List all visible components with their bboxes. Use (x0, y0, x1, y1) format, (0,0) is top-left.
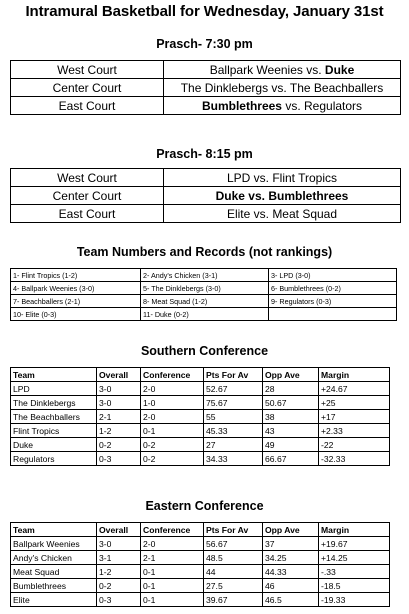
standings-cell: 1-0 (141, 396, 204, 410)
team-entry: 9- Regulators (0-3) (269, 295, 397, 308)
column-header: Margin (319, 368, 390, 382)
standings-cell: Meat Squad (11, 565, 97, 579)
game-row (11, 205, 401, 223)
standings-row (11, 579, 390, 593)
standings-cell: 0-2 (97, 579, 141, 593)
standings-cell: Regulators (11, 452, 97, 466)
standings-cell: 3-0 (97, 382, 141, 396)
standings-cell: 2-0 (141, 410, 204, 424)
team-entry (269, 308, 397, 321)
court-name: Center Court (11, 187, 164, 205)
column-header: Overall (97, 368, 141, 382)
standings-cell: +25 (319, 396, 390, 410)
standings-cell: 50.67 (263, 396, 319, 410)
column-header: Pts For Av (204, 368, 263, 382)
team-entry: 8- Meat Squad (1-2) (141, 295, 269, 308)
standings-cell: 34.33 (204, 452, 263, 466)
standings-cell: 75.67 (204, 396, 263, 410)
vs-label: vs. (268, 80, 290, 95)
standings-cell: 1-2 (97, 565, 141, 579)
standings-cell: 2-0 (141, 537, 204, 551)
standings-cell: 0-2 (141, 452, 204, 466)
standings-cell: 46.5 (263, 593, 319, 607)
team-entry: 7- Beachballers (2-1) (11, 295, 141, 308)
home-team: Duke (215, 188, 245, 203)
standings-cell: 27 (204, 438, 263, 452)
standings-cell: 48.5 (204, 551, 263, 565)
home-team: Bumblethrees (201, 98, 282, 113)
court-name: East Court (11, 205, 164, 223)
away-team: Meat Squad (272, 206, 338, 221)
standings-cell: Elite (11, 593, 97, 607)
matchup (164, 97, 401, 115)
game-row (11, 79, 401, 97)
standings-cell: 43 (263, 424, 319, 438)
standings-cell: 66.67 (263, 452, 319, 466)
standings-cell: +14.25 (319, 551, 390, 565)
standings-cell: 3-1 (97, 551, 141, 565)
eastern-conference-table (10, 522, 390, 607)
standings-cell: 38 (263, 410, 319, 424)
court-name: Center Court (11, 79, 164, 97)
standings-row (11, 396, 390, 410)
team-entry: 4- Ballpark Weenies (3-0) (11, 282, 141, 295)
column-header: Overall (97, 523, 141, 537)
column-header: Conference (141, 523, 204, 537)
vs-label: vs. (302, 62, 325, 77)
court-name: West Court (11, 169, 164, 187)
home-team: Elite (226, 206, 251, 221)
game-row (11, 97, 401, 115)
standings-cell: 44.33 (263, 565, 319, 579)
standings-cell: 37 (263, 537, 319, 551)
game-row (11, 187, 401, 205)
standings-cell: 0-1 (141, 424, 204, 438)
standings-cell: 27.5 (204, 579, 263, 593)
standings-cell: +2.33 (319, 424, 390, 438)
standings-row (11, 424, 390, 438)
team-entry: 1- Flint Tropics (1-2) (11, 269, 141, 282)
standings-cell: 49 (263, 438, 319, 452)
standings-cell: 55 (204, 410, 263, 424)
standings-row (11, 452, 390, 466)
southern-conference-heading: Southern Conference (140, 344, 269, 358)
standings-row (11, 565, 390, 579)
team-numbers-row (11, 282, 397, 295)
standings-header-row (11, 368, 390, 382)
standings-cell: 45.33 (204, 424, 263, 438)
matchup (164, 61, 401, 79)
matchup (164, 169, 401, 187)
standings-cell: 34.25 (263, 551, 319, 565)
standings-cell: 44 (204, 565, 263, 579)
column-header: Pts For Av (204, 523, 263, 537)
team-entry: 3- LPD (3-0) (269, 269, 397, 282)
standings-cell: -22 (319, 438, 390, 452)
vs-label: vs. (250, 170, 273, 185)
schedule-table-2 (10, 168, 401, 223)
team-numbers-row (11, 308, 397, 321)
standings-cell: 0-1 (141, 593, 204, 607)
standings-cell: Bumblethrees (11, 579, 97, 593)
game-row (11, 169, 401, 187)
standings-cell: 2-1 (141, 551, 204, 565)
team-numbers-row (11, 269, 397, 282)
team-entry: 10- Elite (0-3) (11, 308, 141, 321)
standings-cell: Duke (11, 438, 97, 452)
game-row (11, 61, 401, 79)
standings-cell: 56.67 (204, 537, 263, 551)
standings-cell: 0-3 (97, 593, 141, 607)
standings-cell: 0-1 (141, 565, 204, 579)
standings-cell: 0-1 (141, 579, 204, 593)
eastern-conference-heading: Eastern Conference (145, 499, 264, 513)
standings-row (11, 410, 390, 424)
column-header: Team (11, 368, 97, 382)
standings-cell: LPD (11, 382, 97, 396)
standings-cell: 3-0 (97, 537, 141, 551)
standings-cell: 1-2 (97, 424, 141, 438)
standings-cell: Flint Tropics (11, 424, 97, 438)
column-header: Conference (141, 368, 204, 382)
column-header: Opp Ave (263, 368, 319, 382)
standings-cell: +19.67 (319, 537, 390, 551)
column-header: Margin (319, 523, 390, 537)
court-name: East Court (11, 97, 164, 115)
standings-cell: +17 (319, 410, 390, 424)
schedule-table-1 (10, 60, 401, 115)
standings-row (11, 438, 390, 452)
standings-cell: 39.67 (204, 593, 263, 607)
standings-header-row (11, 523, 390, 537)
standings-row (11, 593, 390, 607)
away-team: Regulators (304, 98, 363, 113)
standings-cell: 0-2 (97, 438, 141, 452)
team-entry: 6- Bumblethrees (0-2) (269, 282, 397, 295)
schedule-heading-2: Prasch- 8:15 pm (156, 147, 253, 161)
team-numbers-heading: Team Numbers and Records (not rankings) (76, 245, 333, 259)
vs-label: vs. (244, 188, 269, 203)
standings-cell: 46 (263, 579, 319, 593)
standings-cell: The Beachballers (11, 410, 97, 424)
standings-cell: 52.67 (204, 382, 263, 396)
standings-cell: Andy's Chicken (11, 551, 97, 565)
standings-cell: +24.67 (319, 382, 390, 396)
standings-cell: 28 (263, 382, 319, 396)
away-team: The Beachballers (289, 80, 384, 95)
standings-cell: -19.33 (319, 593, 390, 607)
column-header: Opp Ave (263, 523, 319, 537)
standings-cell: 3-0 (97, 396, 141, 410)
matchup (164, 187, 401, 205)
standings-cell: -18.5 (319, 579, 390, 593)
matchup (164, 79, 401, 97)
standings-cell: 0-3 (97, 452, 141, 466)
team-numbers-row (11, 295, 397, 308)
standings-cell: The Dinklebergs (11, 396, 97, 410)
schedule-heading-1: Prasch- 7:30 pm (156, 37, 253, 51)
standings-row (11, 537, 390, 551)
home-team: Ballpark Weenies (209, 62, 303, 77)
standings-cell: -.33 (319, 565, 390, 579)
home-team: LPD (226, 170, 251, 185)
home-team: The Dinklebergs (180, 80, 269, 95)
vs-label: vs. (281, 98, 304, 113)
court-name: West Court (11, 61, 164, 79)
away-team: Bumblethrees (268, 188, 349, 203)
vs-label: vs. (250, 206, 273, 221)
page-title: Intramural Basketball for Wednesday, January 31st (25, 3, 384, 20)
team-numbers-table (10, 268, 397, 321)
southern-conference-table (10, 367, 390, 466)
standings-row (11, 382, 390, 396)
team-entry: 11- Duke (0-2) (141, 308, 269, 321)
away-team: Duke (324, 62, 355, 77)
column-header: Team (11, 523, 97, 537)
standings-cell: 2-1 (97, 410, 141, 424)
standings-cell: 0-2 (141, 438, 204, 452)
away-team: Flint Tropics (272, 170, 338, 185)
standings-cell: -32.33 (319, 452, 390, 466)
standings-row (11, 551, 390, 565)
team-entry: 5- The Dinklebergs (3-0) (141, 282, 269, 295)
standings-cell: 2-0 (141, 382, 204, 396)
standings-cell: Ballpark Weenies (11, 537, 97, 551)
matchup (164, 205, 401, 223)
team-entry: 2- Andy's Chicken (3-1) (141, 269, 269, 282)
